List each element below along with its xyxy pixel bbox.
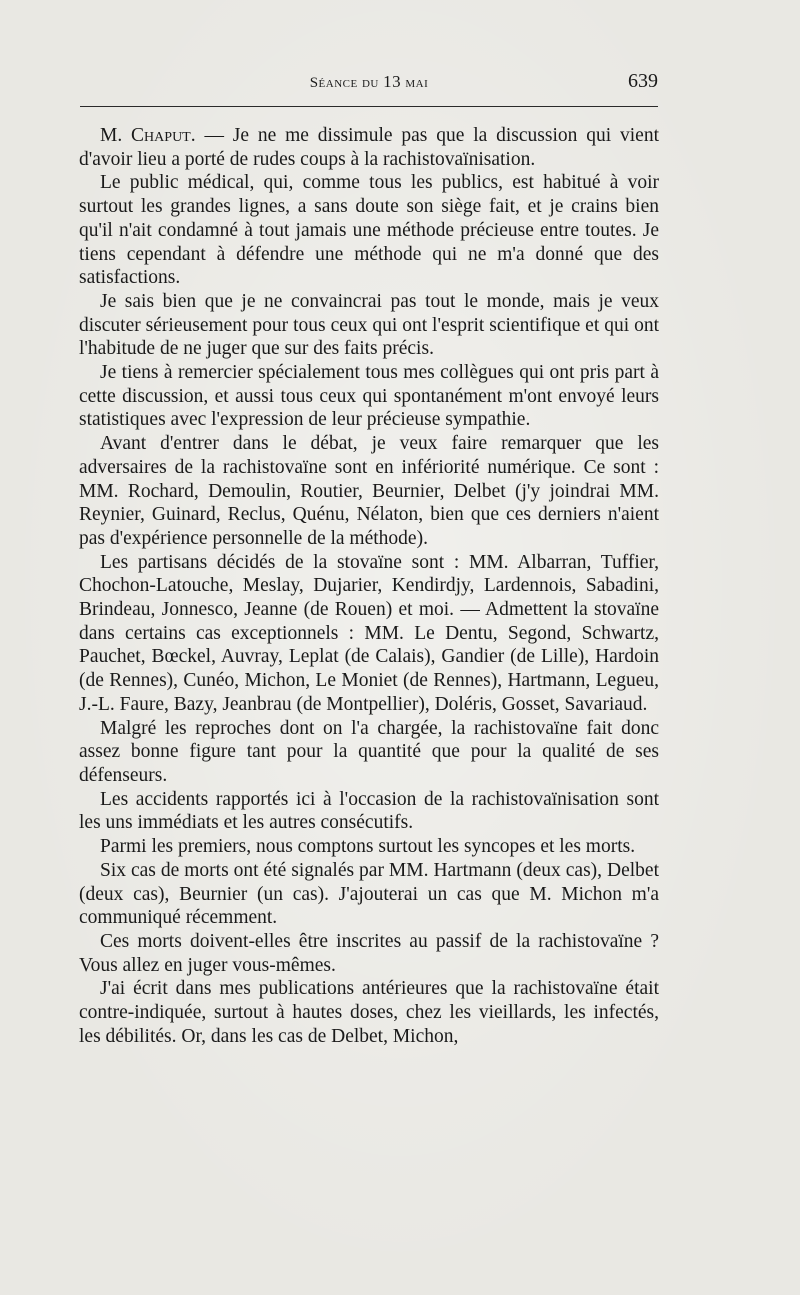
- running-head: [80, 72, 658, 92]
- paragraph-3: Je sais bien que je ne convaincrai pas tout le monde, mais je veux discuter sérieusement pour tous ceux qui ont l'esprit scientifique et qui ont l'habitude de ne juger que sur des faits précis.: [79, 290, 659, 360]
- paragraph-2: Le public médical, qui, comme tous les publics, est habitué à voir surtout les grandes lignes, a sans doute son siège fait, et je crains bien qu'il n'ait condamné à tout jamais une méthode précieuse entre toutes. Je tiens cependant à défendre une méthode qui ne m'a donné que des satisfactions.: [79, 172, 659, 289]
- speaker-name: M. Chaput.: [100, 125, 196, 146]
- running-head-month: mai: [405, 75, 429, 91]
- paragraph-4: Je tiens à remercier spécialement tous mes collègues qui ont pris part à cette discussion, et aussi tous ceux qui spontanément m'ont envoyé leurs statistiques avec l'expression de leur précieuse sympathie.: [79, 362, 659, 431]
- page-header: [80, 70, 658, 100]
- header-rule: [80, 106, 658, 107]
- paragraph-12: J'ai écrit dans mes publications antérieures que la rachistovaïne était contre-indiquée, surtout à hautes doses, chez les vieillards, les infectés, les débilités. Or, dans les cas de Delbet, Michon,: [79, 978, 659, 1047]
- paragraph-10: Six cas de morts ont été signalés par MM. Hartmann (deux cas), Delbet (deux cas), Beurnier (un cas). J'ajouterai un cas que M. Michon m'a communiqué récemment.: [79, 859, 659, 929]
- running-head-prefix: Séance du: [309, 75, 379, 91]
- paragraph-11: Ces morts doivent-elles être inscrites au passif de la rachistovaïne ? Vous allez en juger vous-mêmes.: [79, 930, 659, 976]
- paragraph-9: Parmi les premiers, nous comptons surtout les syncopes et les morts.: [100, 836, 636, 858]
- page-number: 639: [628, 70, 658, 92]
- paragraph-5: Avant d'entrer dans le débat, je veux faire remarquer que les adversaires de la rachistovaïne sont en infériorité numérique. Ce sont : MM. Rochard, Demoulin, Routier, Beurnier, Delbet (j'y joindrai MM. Reynier, Guinard, Reclus, Quénu, Nélaton, bien que ces derniers n'aient pas d'expérience personnelle de la méthode).: [79, 433, 659, 549]
- paragraph-1: [79, 124, 659, 171]
- body-text: [79, 124, 659, 1048]
- running-head-day: 13: [383, 72, 402, 91]
- paragraph-8: Les accidents rapportés ici à l'occasion de la rachistovaïnisation sont les uns immédiats et les autres consécutifs.: [79, 788, 659, 834]
- paragraph-1-text: — Je ne me dissimule pas que la discussion qui vient d'avoir lieu a porté de rudes coups à la rachistovaïnisation.: [79, 125, 659, 170]
- paragraph-6: Les partisans décidés de la stovaïne sont : MM. Albarran, Tuffier, Chochon-Latouche, Meslay, Dujarier, Kendirdjy, Lardennois, Sabadini, Brindeau, Jonnesco, Jeanne (de Rouen) et moi. — Admettent la stovaïne dans certains cas exceptionnels : MM. Le Dentu, Segond, Schwartz, Pauchet, Bœckel, Auvray, Leplat (de Calais), Gandier (de Lille), Hardoin (de Rennes), Cunéo, Michon, Le Moniet (de Rennes), Hartmann, Legueu, J.-L. Faure, Bazy, Jeanbrau (de Montpellier), Doléris, Gosset, Savariaud.: [79, 551, 659, 715]
- paragraph-7: Malgré les reproches dont on l'a chargée, la rachistovaïne fait donc assez bonne figure tant pour la quantité que pour la qualité de ses défenseurs.: [79, 717, 659, 786]
